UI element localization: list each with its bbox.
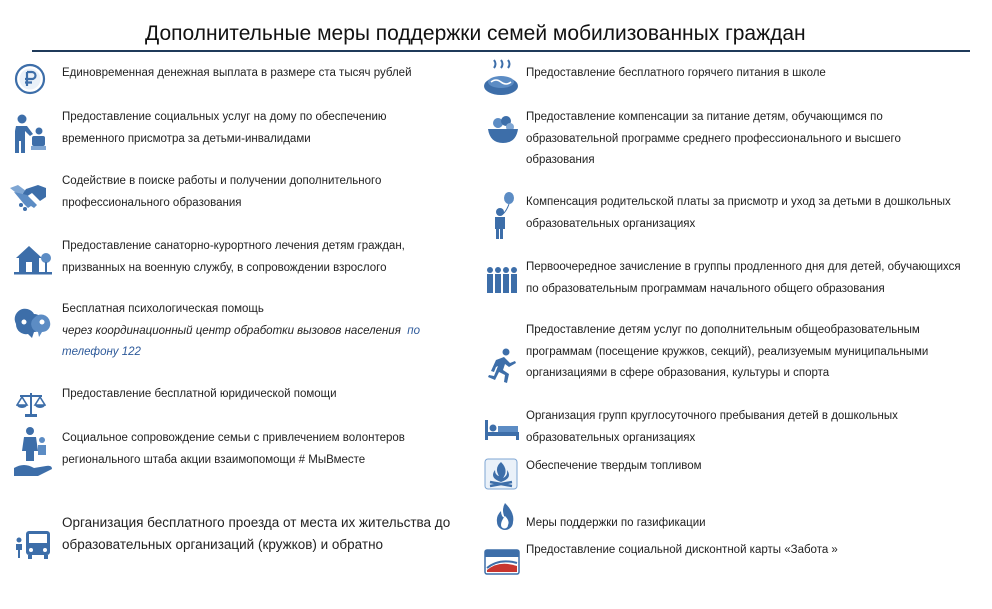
school-bus-icon [14,528,52,560]
psychologist-icon [12,304,54,342]
page-title: Дополнительные меры поддержки семей мобилизованных граждан [145,22,806,45]
handshake-icon [8,178,48,216]
item-text: Предоставление санаторно-курортного лечения детям граждан, [62,240,405,252]
family-hand-icon [14,426,54,478]
item-text-italic: через координационный центр обработки вызовов населения [62,324,401,337]
gas-flame-icon [494,502,516,532]
children-group-icon [486,266,518,294]
item-text: организациями в сфере образования, культуры и спорта [526,367,830,379]
item-text: Компенсация родительской платы за присмотр и уход за детьми в дошкольных [526,196,951,208]
item-text: Предоставление социальной дисконтной карты «Забота » [526,544,838,556]
item-text: Предоставление бесплатной юридической помощи [62,388,337,400]
item-text: Первоочередное зачисление в группы продленного дня для детей, обучающихся [526,261,961,273]
item-text: профессионального образования [62,196,242,209]
item-text: Социальное сопровождение семьи с привлечением волонтеров [62,432,405,444]
item-text: образования [526,154,595,166]
caregiver-icon [12,113,46,155]
item-text: программам (посещение кружков, секций), реализуемым муниципальными [526,345,929,358]
hot-meal-icon [482,58,520,98]
discount-card-icon [484,548,520,576]
item-text: Единовременная денежная выплата в размере ста тысяч рублей [62,67,412,79]
item-text: Предоставление детям услуг по дополнительным общеобразовательным [526,324,920,336]
item-text: образовательных организациях [526,217,696,230]
item-text: образовательных организаций (кружков) и обратно [62,537,384,552]
scales-icon [16,390,46,418]
food-bowl-icon [486,113,520,147]
running-child-icon [486,348,518,384]
child-balloon-icon [490,192,516,240]
item-text: призванных на военную службу, в сопровождении взрослого [62,261,387,274]
item-text: Обеспечение твердым топливом [526,460,702,472]
item-text: Организация групп круглосуточного пребывания детей в дошкольных [526,410,898,422]
item-text: образовательных организациях [526,431,696,444]
item-text: Организация бесплатного проезда от места их жительства до [62,515,451,530]
phone-link-prefix[interactable]: по [407,324,420,337]
item-text: Предоставление бесплатного горячего питания в школе [526,67,826,79]
title-divider [32,50,970,52]
item-text: образовательной программе среднего профессионального и высшего [526,132,901,145]
item-text: временного присмотра за детьми-инвалидами [62,132,311,145]
ruble-coin-icon [14,62,46,96]
item-text: Бесплатная психологическая помощь [62,303,264,315]
item-text: Содействие в поиске работы и получении дополнительного [62,175,382,187]
house-tree-icon [14,242,52,276]
item-text: Предоставление социальных услуг на дому по обеспечению [62,111,387,123]
item-text: регионального штаба акции взаимопомощи # МыВместе [62,453,366,466]
item-text: по образовательным программам начального общего образования [526,282,885,295]
bed-icon [484,418,520,442]
phone-link[interactable]: телефону 122 [62,346,141,358]
item-text: Предоставление компенсации за питание детям, обучающимся по [526,111,883,123]
campfire-icon [484,458,518,490]
item-text: Меры поддержки по газификации [526,517,706,529]
